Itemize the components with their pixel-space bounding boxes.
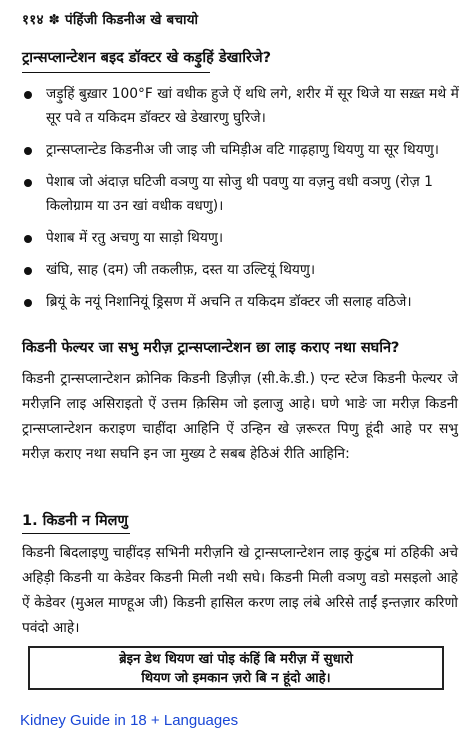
list-item (22, 82, 462, 130)
list-item (22, 170, 462, 218)
section-title-after-transplant: ट्रान्सप्लान्टेशन बइद डॉक्टर खे कड़ुहिं डेखारिजे? (22, 50, 272, 66)
bullet-icon (24, 299, 32, 307)
list-item (22, 290, 462, 314)
bullet-icon (24, 235, 32, 243)
note-box (28, 646, 444, 690)
list-item-text: ट्रान्सप्लान्टेड किडनीअ जी जाइ जी चमिड़ीअ वटि गाढ़हाणु थियणु या सूर थियणु। (46, 142, 439, 158)
footer-link[interactable]: Kidney Guide in 18 + Languages (20, 712, 239, 729)
bullet-icon (24, 91, 32, 99)
bullet-icon (24, 147, 32, 155)
list-item-text: ब्रियूं के नयूं निशानियूं ड्रिसण में अचनि त यकिदम डॉक्टर जी सलाह वठिजे। (46, 294, 412, 310)
page-header: ११४ ✽ पंहिंजी किडनीअ खे बचायो (22, 12, 199, 28)
section-title-kidney-unavailable: 1. किडनी न मिलणु (22, 513, 128, 529)
bullet-icon (24, 179, 32, 187)
section-title-why-not-all: किडनी फेल्यर जा सभु मरीज़ ट्रान्सप्लान्टेशन छा लाइ कराए नथा सघनि? (22, 340, 400, 356)
list-item (22, 226, 462, 250)
list-item (22, 258, 462, 282)
list-item-text: पेशाब में रतु अचणु या साड़ो थियणु। (46, 230, 224, 246)
paragraph-transplant-intro: किडनी ट्रान्सप्लान्टेशन क्रोनिक किडनी डिज़ीज़ (सी.के.डी.) एन्ट स्टेज किडनी फेल्यर जे मरीज़नि लाइ असिराइतो ऐं उत्तम क़िसिम जो इलाजु आहे। घणे भाङे जा मरीज़ किडनी ट्रान्सप्लान्टेशन कराइण चाहींदा आहिनि ऐं उन्हिन खे ज़रूरत पिणु हूंदी आहे पर सभु मरीज़ कराए नथा सघनि इन जा मुख्य टे सबब हेठिअं रीति आहिनि: (22, 371, 458, 462)
title-underline (22, 533, 130, 534)
paragraph-kidney-unavailable: किडनी बिदलाइणु चाहींदड़ सभिनी मरीज़नि खे ट्रान्सप्लान्टेशन लाइ कुटुंब मां ठहिकी अचे अहिड़ी किडनी या केडेवर किडनी मिली नथी सघे। किडनी मिली वञणु वडो मसइलो आहे ऐं केडेवर (मुअल माण्हूअ जी) किडनी हासिल करण लाइ लंबे अरिसे ताईं इन्तज़ार करिणो पवंदो आहे। (22, 545, 458, 636)
list-item (22, 138, 462, 162)
note-line: ब्रेइन डेथ थियण खां पोइ कंहिं बि मरीज़ में सुधारो (119, 652, 353, 667)
list-item-text: खंघि, साह (दम) जी तकलीफ़, दस्त या उल्टियूं थियणु। (46, 262, 316, 278)
note-line: थियण जो इमकान ज़रो बि न हूंदो आहे। (141, 671, 331, 686)
list-item-text: पेशाब जो अंदाज़ घटिजी वञणु या सोजु थी पवणु या वज़नु वधी वञणु (रोज़ 1 किलोग्राम या उन खां वधीक वधणु)। (46, 174, 433, 214)
list-item-text: जड़ुहिं बुख़ार 100°F खां वधीक हुजे ऐं थधि लगे, शरीर में सूर थिजे या सख़्त मथे में सूर पवे त यकिदम डॉक्टर खे डेखारणु घुरिजे। (46, 86, 459, 126)
title-underline (22, 72, 210, 73)
symptom-list (22, 82, 462, 322)
bullet-icon (24, 267, 32, 275)
